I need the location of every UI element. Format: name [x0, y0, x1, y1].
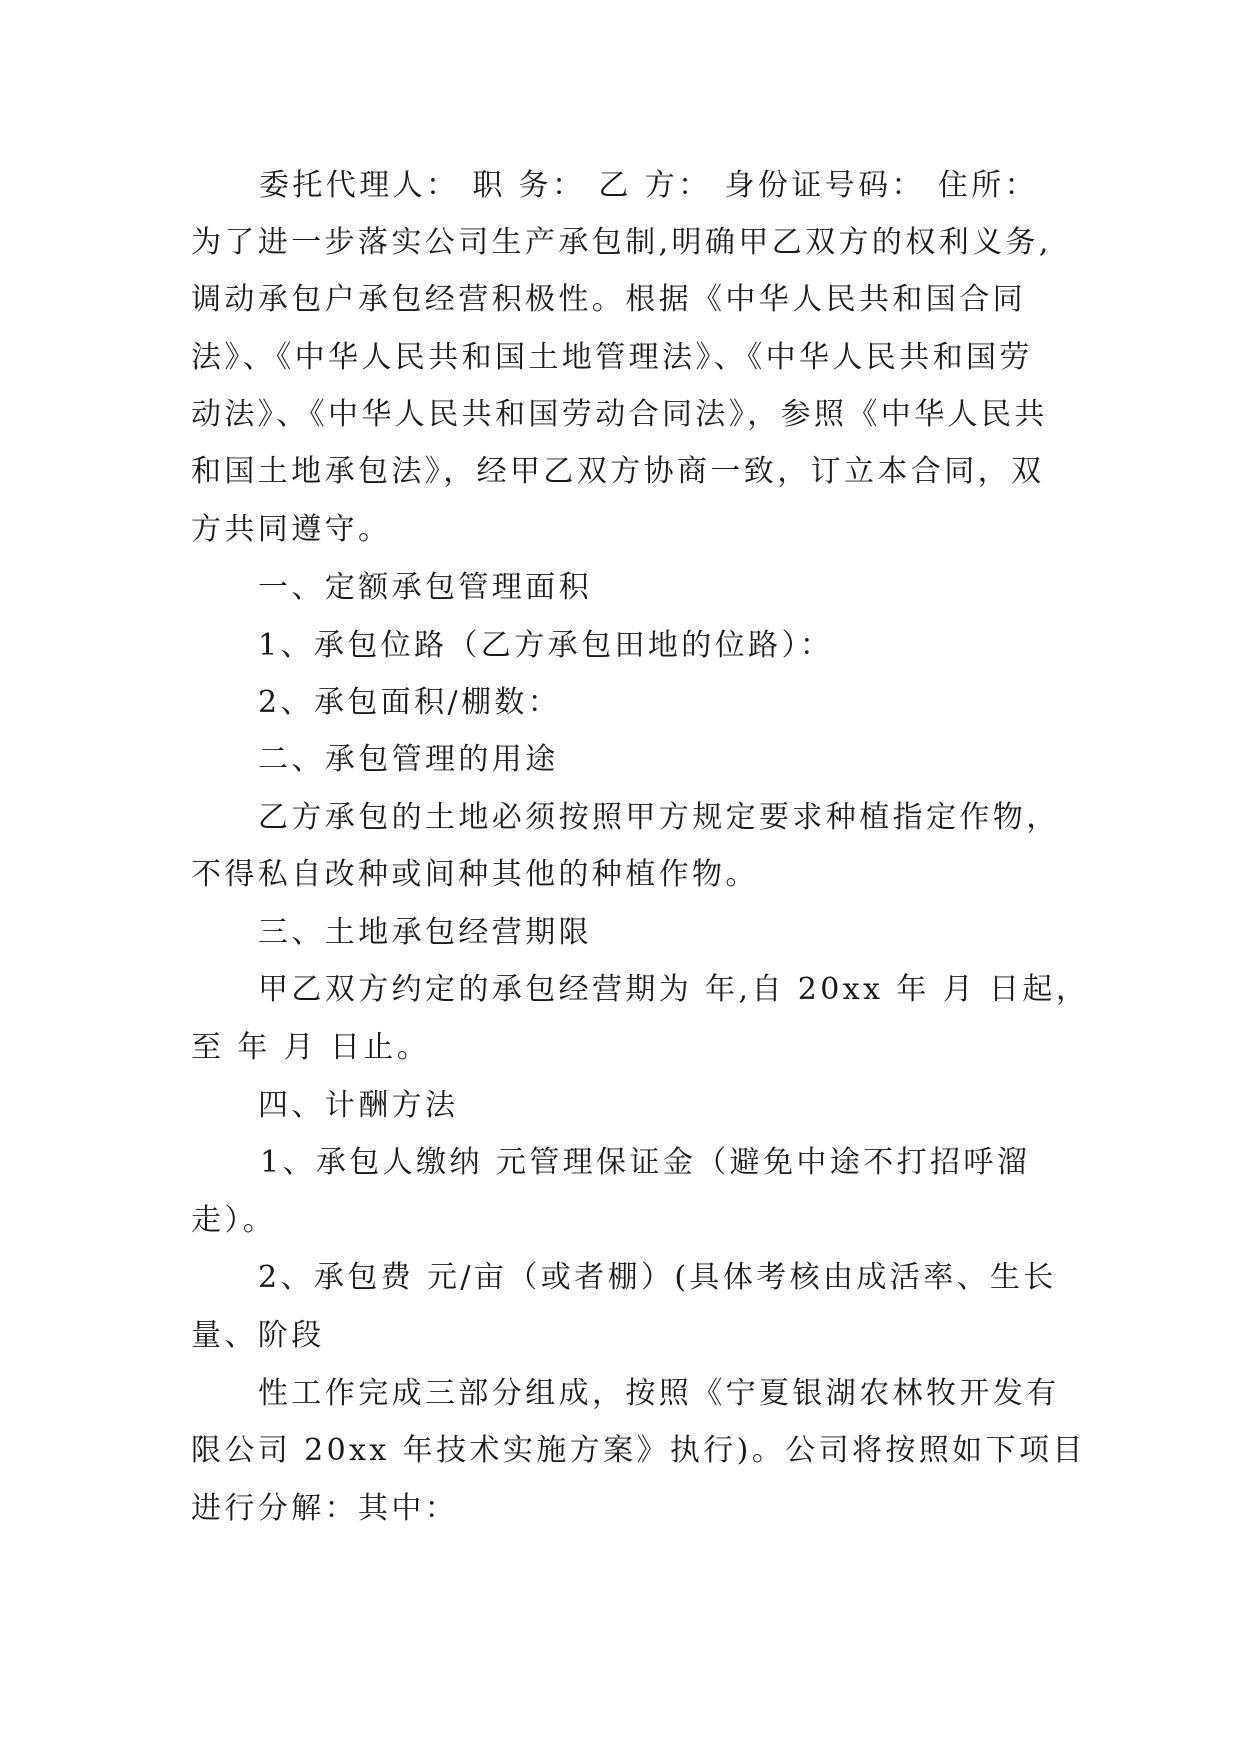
body-text-line: 调动承包户承包经营积极性。根据《中华人民共和国合同	[191, 282, 1026, 317]
party-info-line: 委托代理人： 职 务： 乙 方： 身份证号码： 住所：	[259, 168, 1039, 203]
body-text-line: 不得私自改种或间种其他的种植作物。	[191, 857, 759, 892]
body-text-line: 至 年 月 日止。	[191, 1030, 431, 1065]
body-text-line: 限公司 20xx 年技术实施方案》执行)。公司将按照如下项目	[191, 1433, 1086, 1468]
clause-line: 2、承包费 元/亩（或者棚）(具体考核由成活率、生长	[258, 1260, 1057, 1295]
clause-line: 1、承包人缴纳 元管理保证金（避免中途不打招呼溜	[260, 1145, 1031, 1180]
body-text-line: 量、阶段	[191, 1318, 325, 1353]
body-text-line: 走）。	[191, 1203, 277, 1238]
body-text-line: 性工作完成三部分组成，按照《宁夏银湖农林牧开发有	[258, 1376, 1060, 1411]
body-text-line: 为了进一步落实公司生产承包制,明确甲乙双方的权利义务,	[191, 225, 1052, 260]
body-text-line: 进行分解：其中：	[191, 1491, 459, 1526]
body-text-line: 甲乙双方约定的承包经营期为 年,自 20xx 年 月 日起，	[258, 972, 1090, 1007]
section-heading-3: 三、土地承包经营期限	[258, 915, 592, 950]
clause-line: 2、承包面积/棚数：	[258, 685, 562, 720]
section-heading-2: 二、承包管理的用途	[258, 742, 559, 777]
body-text-line: 和国土地承包法》，经甲乙双方协商一致，订立本合同，双	[191, 454, 1045, 489]
body-text-line: 动法》、《中华人民共和国劳动合同法》，参照《中华人民共	[191, 397, 1048, 432]
body-text-line: 法》、《中华人民共和国土地管理法》、《中华人民共和国劳	[191, 340, 1033, 375]
section-heading-4: 四、计酬方法	[258, 1088, 459, 1123]
section-heading-1: 一、定额承包管理面积	[258, 570, 592, 605]
body-text-line: 方共同遵守。	[191, 512, 392, 547]
body-text-line: 乙方承包的土地必须按照甲方规定要求种植指定作物，	[258, 800, 1060, 835]
clause-line: 1、承包位路（乙方承包田地的位路）：	[258, 628, 834, 663]
